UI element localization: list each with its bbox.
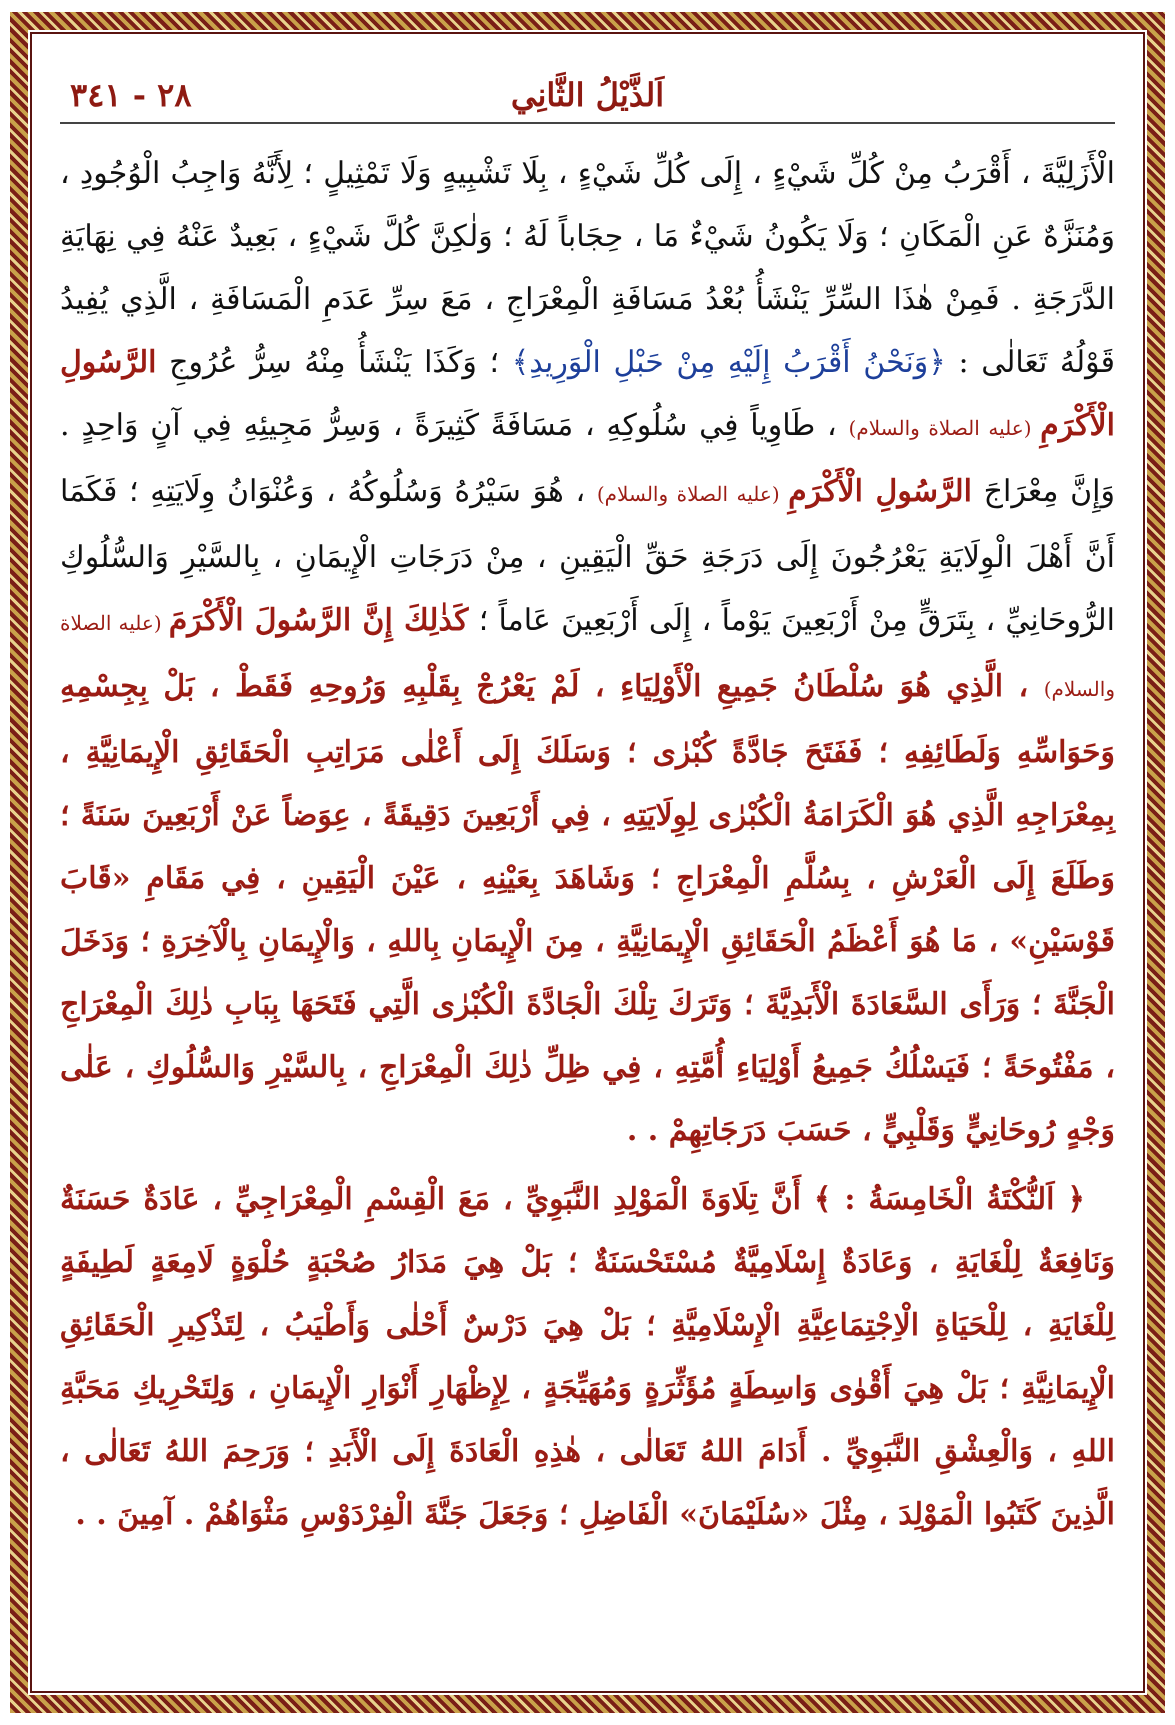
highlight-text: ، الَّذِي هُوَ سُلْطَانُ جَمِيعِ الْأَوْلِيَاءِ ، لَمْ يَعْرُجْ بِقَلْبِهِ وَرُوحِهِ فَقَطْ ، بَلْ بِجِسْمِهِ وَحَوَاسِّهِ وَلَطَائِفِهِ ؛ فَفَتَحَ جَادَّةً كُبْرٰى ؛ وَسَلَكَ إِلَى أَعْلٰى مَرَاتِبِ الْحَقَائِقِ الْإِيمَانِيَّةِ ، بِمِعْرَاجِهِ الَّذِي هُوَ الْكَرَامَةُ الْكُبْرٰى لِوِلَايَتِهِ ، فِي أَرْبَعِينَ دَقِيقَةً ، عِوَضاً عَنْ أَرْبَعِينَ سَنَةً ؛ وَطَلَعَ إِلَى الْعَرْشِ ، بِسُلَّمِ الْمِعْرَاجِ ؛ وَشَاهَدَ بِعَيْنِهِ ، عَيْنَ الْيَقِينِ ، فِي مَقَامِ «قَابَ قَوْسَيْنِ» ، مَا هُوَ أَعْظَمُ الْحَقَائِقِ الْإِيمَانِيَّةِ ، مِنَ الْإِيمَانِ بِاللهِ ، وَالْإِيمَانِ بِالْآخِرَةِ ؛ وَدَخَلَ الْجَنَّةَ ؛ وَرَأَى السَّعَادَةَ الْأَبَدِيَّةَ ؛ وَتَرَكَ تِلْكَ الْجَادَّةَ الْكُبْرٰى الَّتِي فَتَحَهَا بِبَابِ ذٰلِكَ الْمِعْرَاجِ ، مَفْتُوحَةً ؛ فَيَسْلُكُ جَمِيعُ أَوْلِيَاءِ أُمَّتِهِ ، فِي ظِلِّ ذٰلِكَ الْمِعْرَاجِ ، بِالسَّيْرِ وَالسُّلُوكِ ، عَلٰى وَجْهٍ رُوحَانِيٍّ وَقَلْبِيٍّ ، حَسَبَ دَرَجَاتِهِمْ . .	[60, 669, 1115, 1148]
highlight-text: كَذٰلِكَ إِنَّ الرَّسُولَ الْأَكْرَمَ	[168, 603, 469, 638]
paragraph-main	[60, 142, 1115, 1162]
text-run: ، هُوَ سَيْرُهُ وَسُلُوكُهُ ، وَعُنْوَانُ وِلَايَتِهِ ؛ فَكَمَا أَنَّ أَهْلَ الْوِلَايَةِ يَعْرُجُونَ إِلَى دَرَجَةِ حَقِّ الْيَقِينِ ، مِنْ دَرَجَاتِ الْإِيمَانِ ، بِالسَّيْرِ وَالسُّلُوكِ الرُّوحَانِيِّ ، بِتَرَقٍّ مِنْ أَرْبَعِينَ يَوْماً ، إِلَى أَرْبَعِينَ عَاماً ؛	[60, 474, 1115, 638]
text-run: الْأَزَلِيَّةَ ، أَقْرَبُ مِنْ كُلِّ شَيْءٍ ، إِلَى كُلِّ شَيْءٍ ، بِلَا تَشْبِيهٍ وَلَا تَمْثِيلٍ ؛ لِأَنَّهُ وَاجِبُ الْوُجُودِ ، وَمُنَزَّهٌ عَنِ الْمَكَانِ ؛ وَلَا يَكُونُ شَيْءٌ مَا ، حِجَاباً لَهُ ؛ وَلٰكِنَّ كُلَّ شَيْءٍ ، بَعِيدٌ عَنْهُ فِي نِهَايَةِ الدَّرَجَةِ . فَمِنْ هٰذَا السِّرِّ يَنْشَأُ بُعْدُ مَسَافَةِ الْمِعْرَاجِ ، مَعَ سِرِّ عَدَمِ الْمَسَافَةِ ، الَّذِي يُفِيدُ قَوْلُهُ تَعَالٰى :	[60, 156, 1115, 380]
salawat-symbol: (عليه الصلاة والسلام)	[596, 482, 789, 506]
section-heading: ﴿ اَلنُّكْتَةُ الْخَامِسَةُ : ﴾	[813, 1182, 1085, 1217]
text-run: ؛ وَكَذَا يَنْشَأُ مِنْهُ سِرُّ عُرُوجِ	[156, 345, 512, 380]
highlight-text: أَنَّ تِلَاوَةَ الْمَوْلِدِ النَّبَوِيِّ ، مَعَ الْقِسْمِ الْمِعْرَاجِيِّ ، عَادَةٌ حَسَنَةٌ وَنَافِعَةٌ لِلْغَايَةِ ، وَعَادَةٌ إِسْلَامِيَّةٌ مُسْتَحْسَنَةٌ ؛ بَلْ هِيَ مَدَارُ صُحْبَةٍ حُلْوَةٍ لَامِعَةٍ لَطِيفَةٍ لِلْغَايَةِ ، لِلْحَيَاةِ الْاِجْتِمَاعِيَّةِ الْإِسْلَامِيَّةِ ؛ بَلْ هِيَ دَرْسٌ أَحْلٰى وَأَطْيَبُ ، لِتَذْكِيرِ الْحَقَائِقِ الْإِيمَانِيَّةِ ؛ بَلْ هِيَ أَقْوٰى وَاسِطَةٍ مُؤَثِّرَةٍ وَمُهَيِّجَةٍ ، لِإِظْهَارِ أَنْوَارِ الْإِيمَانِ ، وَلِتَحْرِيكِ مَحَبَّةِ اللهِ ، وَالْعِشْقِ النَّبَوِيِّ . أَدَامَ اللهُ تَعَالٰى ، هٰذِهِ الْعَادَةَ إِلَى الْأَبَدِ ؛ وَرَحِمَ اللهُ تَعَالٰى ، الَّذِينَ كَتَبُوا الْمَوْلِدَ ، مِثْلَ «سُلَيْمَانَ» الْفَاضِلِ ؛ وَجَعَلَ جَنَّةَ الْفِرْدَوْسِ مَثْوَاهُمْ . آمِينَ . .	[60, 1182, 1115, 1532]
body-text	[60, 142, 1115, 1546]
highlight-text: الرَّسُولِ الْأَكْرَمِ	[60, 345, 1115, 443]
salawat-symbol: (عليه الصلاة والسلام)	[60, 611, 1115, 701]
salawat-symbol: (عليه الصلاة والسلام)	[848, 416, 1041, 440]
quran-verse: ﴿وَنَحْنُ أَقْرَبُ إِلَيْهِ مِنْ حَبْلِ الْوَرِيدِ﴾	[511, 345, 946, 380]
page-title: اَلذَّيْلُ الثَّانِي	[510, 76, 665, 114]
text-run: ، طَاوِياً فِي سُلُوكِهِ ، مَسَافَةً كَثِيرَةً ، وَسِرُّ مَجِيئِهِ فِي آنٍ وَاحِدٍ . وَإِنَّ مِعْرَاجَ	[60, 408, 1115, 509]
paragraph-fifth-point	[60, 1168, 1115, 1546]
page-reference: ٢٨ - ٣٤١	[70, 76, 192, 114]
page-header	[60, 70, 1115, 124]
highlight-text: الرَّسُولِ الْأَكْرَمِ	[788, 474, 972, 509]
page-content	[60, 70, 1115, 1670]
